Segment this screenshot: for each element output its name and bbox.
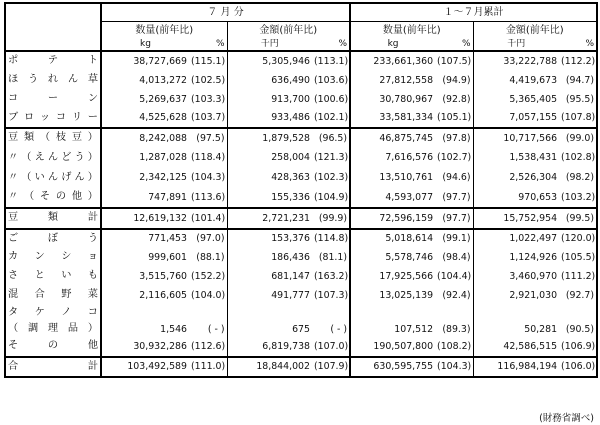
cell-month-amount-pct: (102.1) [314,112,349,124]
cell-month-amount-pct: (103.6) [314,74,349,86]
cell-cum-amount-pct: (105.5) [559,248,597,267]
cell-cum-amount: 1,538,431 [473,148,559,168]
cell-month-amount: 18,844,002 [227,357,312,377]
cell-cum-amount: 1,022,497 [473,229,559,248]
cell-cum-amount-pct: (106.9) [559,337,597,357]
cell-month-amount-pct: (107.3) [314,289,349,301]
table-row [5,109,597,128]
cell-cum-qty: 630,595,755 [350,357,435,377]
cell-month-qty-pct: ( - ) [207,323,225,335]
table-row [5,337,597,357]
cell-cum-amount-pct: (102.8) [559,148,597,168]
cell-month-qty-pct: (112.6) [191,340,226,352]
cell-cum-amount-pct: (106.0) [559,357,597,377]
cell-month-qty: 1,287,028 [101,148,189,168]
cell-month-qty-pct: (104.0) [191,289,226,301]
cell-cum-amount-pct: (98.2) [559,168,597,188]
cell-month-qty: 4,013,272 [101,71,189,90]
cell-cum-qty-pct: (97.8) [435,128,473,148]
cell-cum-qty: 30,780,967 [350,90,435,109]
unit-month-amount: 千円 [227,39,312,51]
cell-cum-amount-pct: (94.7) [559,71,597,90]
header-period-cumulative: １～７月累計 [350,3,597,22]
cell-cum-qty-pct: (89.3) [442,323,471,335]
cell-cum-amount-pct: (112.2) [559,51,597,71]
cell-month-amount: 5,305,946 [227,51,312,71]
cell-month-amount-pct: (163.2) [314,270,349,282]
cell-month-qty: 30,932,286 [101,337,189,357]
cell-month-qty: 103,492,589 [101,357,189,377]
cell-month-amount: 428,363 [227,168,312,188]
row-label-text: 〃 （ い ん げ ん ） [8,171,98,183]
row-label [5,286,101,305]
cell-month-qty: 5,269,637 [101,90,189,109]
cell-cum-qty-pct: (97.7) [442,191,471,203]
cell-cum-qty: 17,925,566 [350,267,435,286]
table-row [5,286,597,305]
table-row [5,305,597,337]
cell-month-amount: 6,819,738 [227,337,312,357]
row-label-text: ご ぼ う [8,232,98,244]
cell-cum-qty: 4,593,077 [350,188,435,208]
cell-cum-amount: 10,717,566 [473,128,559,148]
cell-cum-amount: 15,752,954 [473,208,559,229]
header-cum-amount: 金額(前年比) [473,22,597,40]
cell-cum-amount-pct: (90.5) [559,305,597,337]
cell-cum-amount: 2,526,304 [473,168,559,188]
cell-month-amount-pct: (81.1) [318,251,348,263]
cell-month-amount: 681,147 [227,267,312,286]
cell-month-amount: 675 [227,305,312,337]
cell-month-qty-pct: (88.1) [196,251,225,263]
table-row [5,51,597,71]
row-label-text: ポ テ ト [8,55,98,67]
cell-cum-amount-pct: (92.7) [559,286,597,305]
cell-month-qty-pct: (115.1) [189,51,227,71]
row-label [5,229,101,248]
cell-cum-amount: 970,653 [473,188,559,208]
table-row [5,357,597,377]
row-label [5,357,101,377]
cell-month-amount: 258,004 [227,148,312,168]
cell-month-qty: 1,546 [101,305,189,337]
table-row [5,229,597,248]
table-row [5,267,597,286]
cell-month-qty: 38,727,669 [101,51,189,71]
cell-cum-qty-pct: (98.4) [442,251,471,263]
header-cum-qty: 数量(前年比) [350,22,473,40]
cell-cum-qty: 233,661,360 [350,51,435,71]
cell-cum-amount-pct: (95.5) [559,90,597,109]
corner-cell [5,3,101,51]
cell-cum-amount-pct: (99.5) [559,208,597,229]
cell-month-qty: 2,116,605 [101,286,189,305]
table-row [5,168,597,188]
cell-month-amount-pct: (104.9) [314,191,349,203]
pct-month-qty: % [215,39,225,49]
cell-month-amount: 153,376 [227,229,312,248]
header-period-month: ７ 月 分 [101,3,350,22]
table-row [5,71,597,90]
cell-cum-qty: 7,616,576 [350,148,435,168]
table-row [5,248,597,267]
unit-month-qty: kg [101,39,189,51]
cell-month-amount: 1,879,528 [227,128,312,148]
cell-month-qty: 999,601 [101,248,189,267]
cell-month-qty: 771,453 [101,229,189,248]
cell-cum-amount: 33,222,788 [473,51,559,71]
cell-cum-qty-pct: (94.9) [442,74,471,86]
row-label [5,208,101,229]
frozen-vegetable-import-table [4,2,598,378]
cell-cum-amount-pct: (103.2) [559,188,597,208]
cell-month-amount-pct: (99.9) [312,208,350,229]
pct-month-amount: % [338,39,348,49]
cell-cum-qty: 46,875,745 [350,128,435,148]
cell-month-amount-pct: (102.3) [314,172,349,184]
row-label [5,109,101,128]
cell-cum-amount-pct: (111.2) [559,267,597,286]
cell-cum-qty-pct: (102.7) [437,152,472,164]
cell-month-amount-pct: (107.9) [312,357,350,377]
row-label [5,71,101,90]
table-row [5,90,597,109]
cell-month-qty-pct: (104.3) [191,172,226,184]
cell-month-qty-pct: (118.4) [191,152,226,164]
cell-cum-amount: 3,460,970 [473,267,559,286]
cell-month-qty-pct: (113.6) [191,191,226,203]
row-label [5,305,101,337]
cell-cum-amount: 5,365,405 [473,90,559,109]
cell-cum-qty: 5,018,614 [350,229,435,248]
cell-month-qty: 747,891 [101,188,189,208]
cell-cum-qty-pct: (99.1) [435,229,473,248]
cell-month-qty: 8,242,088 [101,128,189,148]
cell-cum-amount-pct: (107.8) [559,109,597,128]
cell-month-qty-pct: (97.0) [189,229,227,248]
cell-month-qty-pct: (111.0) [189,357,227,377]
cell-cum-qty-pct: (94.6) [442,172,471,184]
row-label [5,168,101,188]
cell-cum-amount: 42,586,515 [473,337,559,357]
pct-cum-amount: % [559,39,597,51]
unit-cum-amount: 千円 [473,39,559,51]
table-row [5,128,597,148]
cell-cum-qty-pct: (105.1) [437,112,472,124]
row-label [5,90,101,109]
row-label-text: 豆 類 （ 枝 豆 ） [8,132,98,144]
cell-month-amount-pct: (96.5) [312,128,350,148]
cell-month-qty-pct: (101.4) [189,208,227,229]
cell-month-qty-pct: (97.5) [189,128,227,148]
cell-month-amount-pct: (114.8) [312,229,350,248]
cell-month-amount-pct: (100.6) [314,93,349,105]
cell-cum-qty-pct: (104.3) [435,357,473,377]
cell-month-qty-pct: (103.7) [191,112,226,124]
pct-cum-qty: % [461,39,471,49]
cell-cum-qty: 33,581,334 [350,109,435,128]
cell-month-qty: 2,342,125 [101,168,189,188]
cell-month-qty: 4,525,628 [101,109,189,128]
cell-cum-qty: 72,596,159 [350,208,435,229]
cell-month-amount-pct: (121.3) [314,152,349,164]
cell-cum-amount: 2,921,030 [473,286,559,305]
row-label-text: そ の 他 [8,340,98,352]
cell-month-amount-pct: (107.0) [314,340,349,352]
cell-cum-qty: 13,510,761 [350,168,435,188]
cell-cum-amount: 4,419,673 [473,71,559,90]
row-label-text: 〃 （ そ の 他 ） [8,191,98,203]
row-label [5,248,101,267]
row-label-text: 豆 類 計 [8,212,98,224]
source-note: (財務省調べ) [539,413,594,424]
cell-month-amount: 933,486 [227,109,312,128]
cell-month-amount-pct: ( - ) [330,323,348,335]
cell-cum-qty: 5,578,746 [350,248,435,267]
cell-cum-qty-pct: (97.7) [435,208,473,229]
cell-cum-amount: 1,124,926 [473,248,559,267]
cell-month-amount: 2,721,231 [227,208,312,229]
cell-month-qty: 3,515,760 [101,267,189,286]
cell-month-qty-pct: (102.5) [191,74,226,86]
cell-cum-amount-pct: (99.0) [559,128,597,148]
cell-month-amount: 186,436 [227,248,312,267]
unit-cum-qty: kg [350,39,435,51]
cell-cum-amount: 7,057,155 [473,109,559,128]
cell-month-qty-pct: (152.2) [191,270,226,282]
row-label [5,337,101,357]
cell-cum-qty-pct: (92.8) [442,93,471,105]
row-label-text: ほ う れ ん 草 [8,74,98,86]
cell-month-qty-pct: (103.3) [191,93,226,105]
cell-month-qty: 12,619,132 [101,208,189,229]
cell-cum-qty-pct: (107.5) [435,51,473,71]
row-label-text: コ ー ン [8,93,98,105]
cell-month-amount-pct: (113.1) [312,51,350,71]
cell-cum-amount-pct: (120.0) [559,229,597,248]
cell-month-amount: 636,490 [227,71,312,90]
cell-cum-qty: 13,025,139 [350,286,435,305]
row-label-text: さ と い も [8,270,98,282]
table-row [5,188,597,208]
row-label [5,188,101,208]
row-label-text: （ 調 理 品 ） [8,322,98,334]
row-label-text: 〃 （ え ん ど う ） [8,151,98,163]
cell-cum-qty: 27,812,558 [350,71,435,90]
cell-cum-qty: 190,507,800 [350,337,435,357]
cell-month-amount: 155,336 [227,188,312,208]
cell-cum-qty-pct: (92.4) [442,289,471,301]
header-month-amount: 金額(前年比) [227,22,350,40]
row-label [5,51,101,71]
cell-month-amount: 913,700 [227,90,312,109]
cell-cum-amount: 50,281 [473,305,559,337]
table-row [5,208,597,229]
table-row [5,148,597,168]
cell-cum-qty: 107,512 [350,305,435,337]
row-label-text: カ ン シ ョ [8,251,98,263]
row-label-text: タ ケ ノ コ [8,307,98,319]
row-label [5,267,101,286]
cell-cum-qty-pct: (108.2) [437,340,472,352]
row-label [5,128,101,148]
row-label-text: 混 合 野 菜 [8,289,98,301]
row-label [5,148,101,168]
cell-cum-amount: 116,984,194 [473,357,559,377]
row-label-text: 合 計 [8,360,98,372]
cell-cum-qty-pct: (104.4) [437,270,472,282]
cell-month-amount: 491,777 [227,286,312,305]
header-month-qty: 数量(前年比) [101,22,227,40]
row-label-text: ブ ロ ッ コ リ ー [8,111,98,123]
